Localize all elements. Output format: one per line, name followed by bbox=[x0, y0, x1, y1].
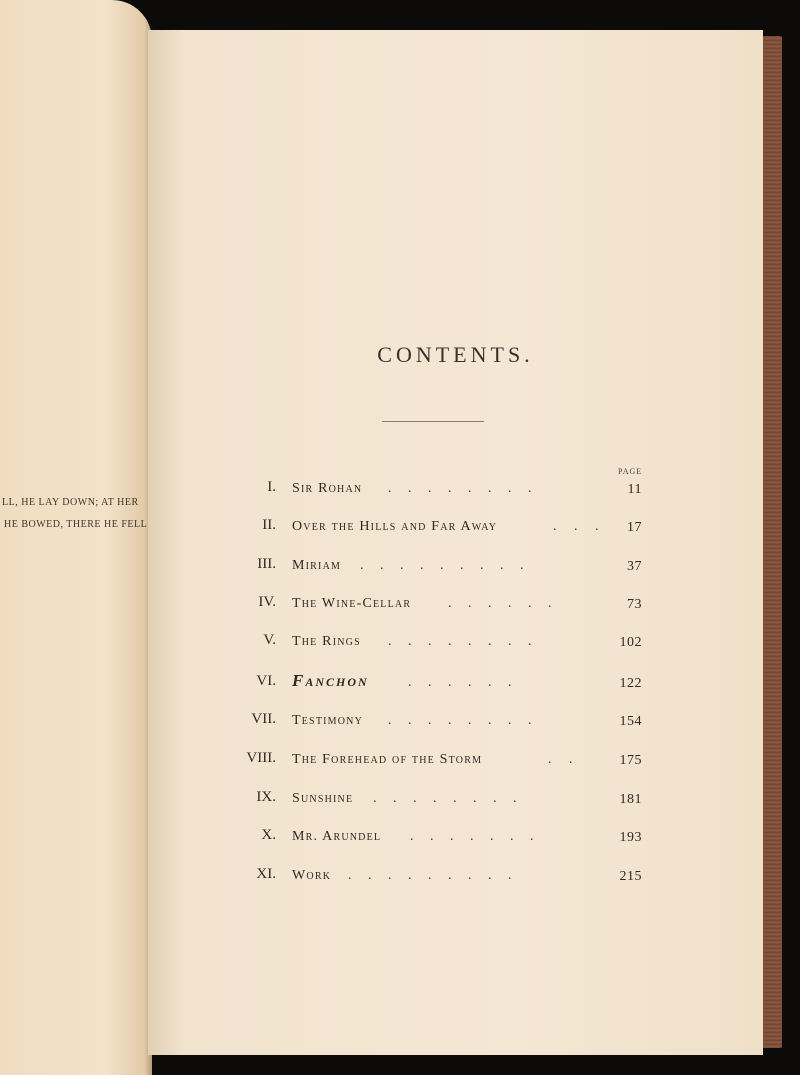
toc-entry bbox=[148, 827, 763, 847]
chapter-title: Miriam bbox=[292, 558, 342, 573]
toc-entry bbox=[148, 594, 763, 614]
title-divider bbox=[382, 421, 484, 422]
toc-entry bbox=[148, 711, 763, 731]
chapter-numeral: VIII. bbox=[246, 750, 276, 766]
chapter-numeral: I. bbox=[267, 479, 276, 495]
chapter-numeral: IV. bbox=[258, 594, 276, 610]
dot-leader: . . bbox=[548, 752, 573, 767]
chapter-page-number: 175 bbox=[619, 753, 642, 768]
chapter-numeral: VI. bbox=[256, 673, 276, 689]
chapter-page-number: 102 bbox=[619, 635, 642, 650]
chapter-numeral: XI. bbox=[256, 866, 276, 882]
chapter-title: Sir Rohan bbox=[292, 481, 363, 496]
dot-leader: . . . . . . . . bbox=[373, 791, 517, 806]
page-column-header: PAGE bbox=[618, 467, 643, 476]
chapter-title: Mr. Arundel bbox=[292, 829, 382, 844]
left-page-line: LL, HE LAY DOWN; AT HER bbox=[2, 497, 139, 508]
chapter-page-number: 215 bbox=[619, 869, 642, 884]
toc-entry bbox=[148, 632, 763, 652]
dot-leader: . . . . . . . . . bbox=[348, 868, 512, 883]
chapter-page-number: 154 bbox=[619, 714, 642, 729]
chapter-page-number: 181 bbox=[619, 792, 642, 807]
dot-leader: . . . bbox=[553, 519, 599, 534]
left-page-line: HE BOWED, THERE HE FELL bbox=[4, 519, 148, 530]
dot-leader: . . . . . . . bbox=[410, 829, 534, 844]
dot-leader: . . . . . . . . bbox=[388, 713, 532, 728]
page-title: CONTENTS. bbox=[377, 342, 534, 367]
chapter-numeral: III. bbox=[257, 556, 276, 572]
dot-leader: . . . . . . bbox=[448, 596, 552, 611]
chapter-numeral: II. bbox=[262, 517, 276, 533]
chapter-page-number: 193 bbox=[619, 830, 642, 845]
chapter-title: Testimony bbox=[292, 713, 364, 728]
chapter-page-number: 73 bbox=[627, 597, 642, 612]
dot-leader: . . . . . . . . bbox=[388, 634, 532, 649]
chapter-title: The Rings bbox=[292, 634, 361, 649]
chapter-page-number: 11 bbox=[627, 482, 642, 497]
chapter-title: The Forehead of the Storm bbox=[292, 752, 483, 767]
dot-leader: . . . . . . bbox=[408, 675, 512, 690]
chapter-numeral: VII. bbox=[251, 711, 276, 727]
chapter-title: Work bbox=[292, 868, 332, 883]
toc-entry bbox=[148, 866, 763, 886]
chapter-page-number: 37 bbox=[627, 559, 642, 574]
chapter-page-number: 17 bbox=[627, 520, 642, 535]
chapter-title: Sunshine bbox=[292, 791, 354, 806]
toc-entry bbox=[148, 556, 763, 576]
dot-leader: . . . . . . . . . bbox=[360, 558, 524, 573]
dot-leader: . . . . . . . . bbox=[388, 481, 532, 496]
chapter-title: Fanchon bbox=[292, 671, 369, 690]
toc-entry bbox=[148, 517, 763, 537]
contents-page bbox=[148, 30, 763, 1055]
chapter-numeral: X. bbox=[261, 827, 276, 843]
chapter-title: Over the Hills and Far Away bbox=[292, 519, 498, 534]
left-page bbox=[0, 0, 152, 1075]
toc-entry bbox=[148, 750, 763, 770]
toc-entry bbox=[148, 789, 763, 809]
chapter-numeral: V. bbox=[263, 632, 276, 648]
chapter-page-number: 122 bbox=[619, 676, 642, 691]
toc-entry bbox=[148, 673, 763, 693]
chapter-numeral: IX. bbox=[256, 789, 276, 805]
chapter-title: The Wine-Cellar bbox=[292, 596, 412, 611]
toc-entry bbox=[148, 479, 763, 499]
